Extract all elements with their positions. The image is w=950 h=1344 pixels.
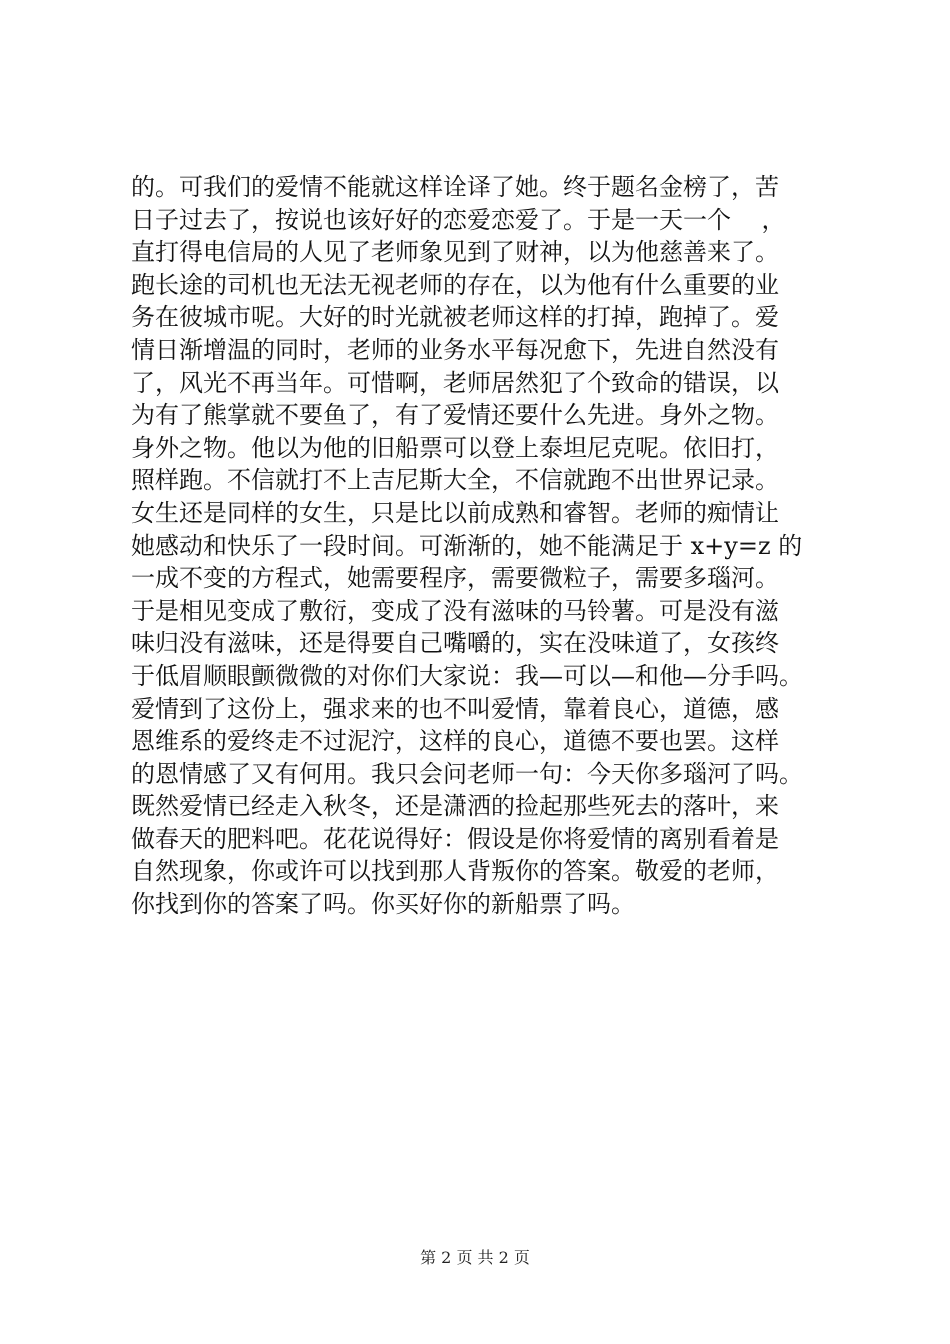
text-line: 为有了熊掌就不要鱼了，有了爱情还要什么先进。身外之物。 <box>131 401 779 430</box>
text-line: 你找到你的答案了吗。你买好你的新船票了吗。 <box>131 890 635 919</box>
text-line: 自然现象，你或许可以找到那人背叛你的答案。敬爱的老师， <box>131 857 779 886</box>
text-line: 照样跑。不信就打不上吉尼斯大全，不信就跑不出世界记录。 <box>131 466 779 495</box>
text-line: 爱情到了这份上，强求来的也不叫爱情，靠着良心，道德，感 <box>131 694 779 723</box>
text-line: 女生还是同样的女生，只是比以前成熟和睿智。老师的痴情让 <box>131 498 779 527</box>
text-line: 身外之物。他以为他的旧船票可以登上泰坦尼克呢。依旧打， <box>131 433 779 462</box>
text-line: 味归没有滋味，还是得要自己嘴嚼的，实在没味道了，女孩终 <box>131 629 779 658</box>
text-line: 于低眉顺眼颤微微的对你们大家说：我—可以—和他—分手吗。 <box>131 661 803 690</box>
text-line: 直打得电信局的人见了老师象见到了财神，以为他慈善来了。 <box>131 238 779 267</box>
text-line: 务在彼城市呢。大好的时光就被老师这样的打掉，跑掉了。爱 <box>131 303 779 332</box>
text-line: 她感动和快乐了一段时间。可渐渐的，她不能满足于 x+y=z 的 <box>131 531 803 560</box>
text-line: 的。可我们的爱情不能就这样诠译了她。终于题名金榜了，苦 <box>131 173 779 201</box>
text-line: 情日渐增温的同时，老师的业务水平每况愈下，先进自然没有 <box>131 335 779 364</box>
text-line: 一成不变的方程式，她需要程序，需要微粒子，需要多瑙河。 <box>131 564 779 593</box>
text-line: 了，风光不再当年。可惜啊，老师居然犯了个致命的错误，以 <box>131 368 779 397</box>
page-number-footer: 第 2 页 共 2 页 <box>420 1248 530 1267</box>
text-line: 做春天的肥料吧。花花说得好：假设是你将爱情的离别看着是 <box>131 824 779 853</box>
text-line: 的恩情感了又有何用。我只会问老师一句：今天你多瑙河了吗。 <box>131 759 803 788</box>
text-line: 恩维系的爱终走不过泥泞，这样的良心，道德不要也罢。这样 <box>131 727 779 756</box>
body-text <box>131 171 851 921</box>
text-line: 于是相见变成了敷衍，变成了没有滋味的马铃薯。可是没有滋 <box>131 596 779 625</box>
text-line: 既然爱情已经走入秋冬，还是潇洒的捡起那些死去的落叶，来 <box>131 792 779 821</box>
text-line: 跑长途的司机也无法无视老师的存在，以为他有什么重要的业 <box>131 270 779 299</box>
text-line: 日子过去了，按说也该好好的恋爱恋爱了。于是一天一个 ， <box>131 205 786 234</box>
